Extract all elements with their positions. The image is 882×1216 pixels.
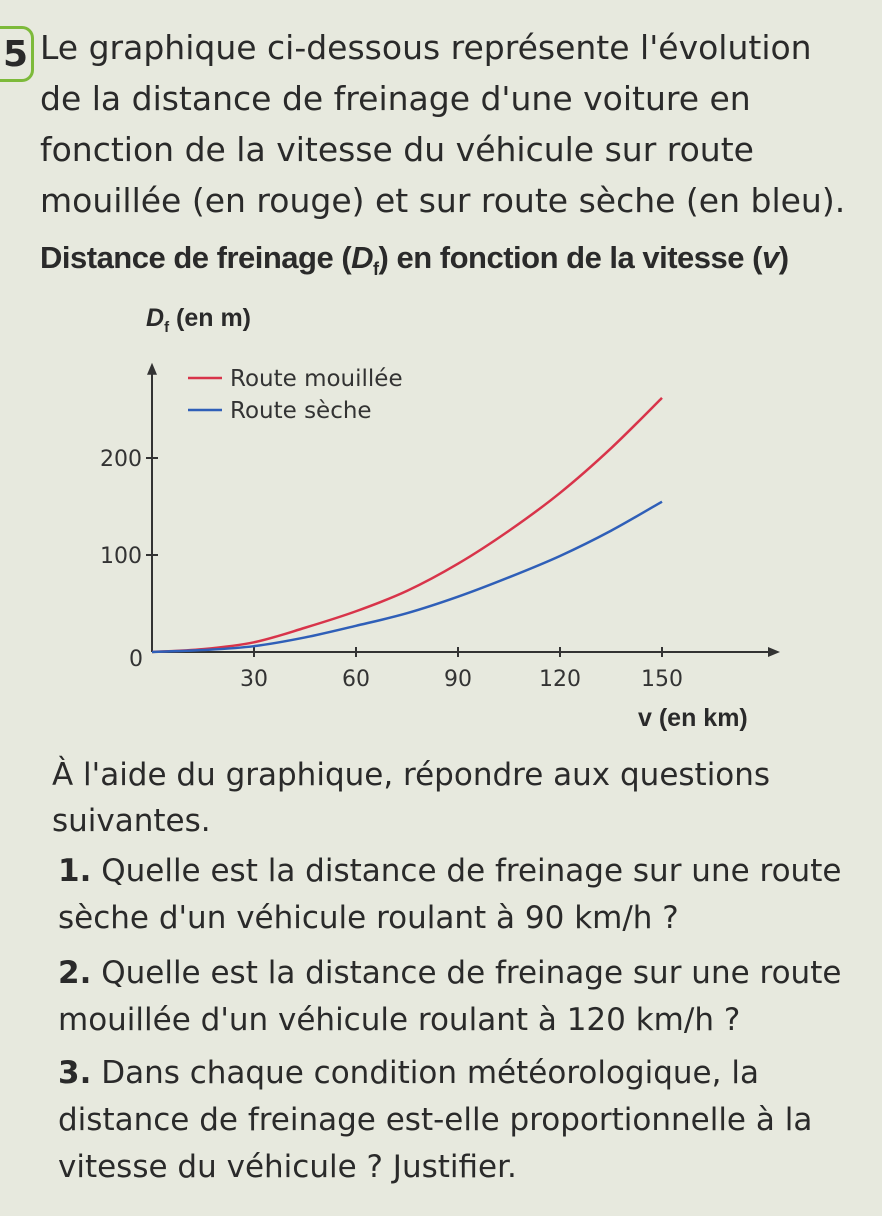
x-tick-label: 60 [342,667,370,692]
x-tick-label: 30 [240,667,268,692]
chart-title: Distance de freinage $(D_f)$ en fonction de la vitesse (v) [40,240,789,280]
question-2: 2. Quelle est la distance de freinage sur une route mouillée d'un véhicule roulant à 120 km/h ? [58,955,842,1038]
instructions: À l'aide du graphique, répondre aux questions suivantes. [52,757,771,839]
origin-label: 0 [129,647,143,672]
legend-label: Route mouillée [230,366,403,392]
question-number: 2. [58,955,92,991]
legend-label: Route sèche [230,398,372,424]
y-tick-label: 100 [100,544,142,569]
series-line-route-seche [152,502,662,652]
y-axis-arrow [147,363,157,375]
x-tick-label: 150 [641,667,683,692]
question-number: 3. [58,1055,92,1091]
x-axis-arrow [768,647,780,657]
question-3: 3. Dans chaque condition météorologique, la distance de freinage est-elle proportionnelle à la vitesse du véhicule ? Justifier. [58,1055,813,1185]
y-axis-label: $D_f$ (en m) [146,304,252,336]
question-number: 1. [58,853,92,889]
x-tick-label: 90 [444,667,472,692]
exercise-number: 5 [0,26,34,82]
braking-distance-chart [0,340,882,700]
y-tick-label: 200 [100,447,142,472]
x-tick-label: 120 [539,667,581,692]
question-1: 1. Quelle est la distance de freinage sur une route sèche d'un véhicule roulant à 90 km/h ? [58,853,842,936]
exercise-intro: Le graphique ci-dessous représente l'évolution de la distance de freinage d'une voiture en fonction de la vitesse du véhicule sur route mouillée (en rouge) et sur route sèche (en bleu). [40,28,846,220]
x-axis-label: v (en km) [638,704,748,732]
